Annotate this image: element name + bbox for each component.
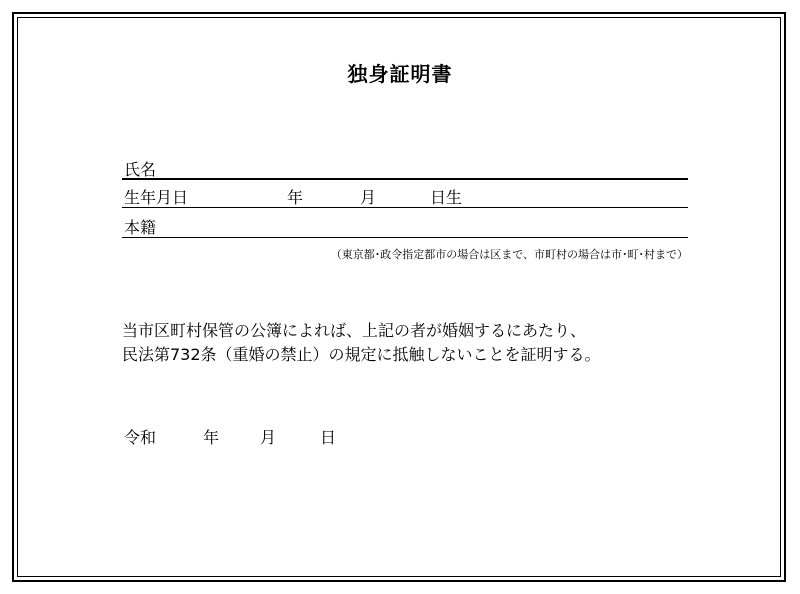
issue-year-label: 年 bbox=[203, 428, 220, 447]
domicile-row bbox=[122, 212, 688, 238]
document-title: 独身証明書 bbox=[347, 62, 453, 86]
birthdate-day-label: 日生 bbox=[430, 188, 463, 207]
domicile-note: （東京都･政令指定都市の場合は区まで、市町村の場合は市･町･村まで） bbox=[330, 248, 688, 261]
issue-era: 令和 bbox=[124, 428, 157, 447]
birthdate-month-label: 月 bbox=[360, 188, 377, 207]
issue-day-label: 日 bbox=[320, 428, 337, 447]
certification-line-1: 当市区町村保管の公簿によれば、上記の者が婚姻するにあたり、 bbox=[122, 321, 587, 340]
birthdate-label: 生年月日 bbox=[124, 188, 189, 207]
issue-month-label: 月 bbox=[260, 428, 277, 447]
birthdate-row bbox=[122, 182, 688, 208]
birthdate-year-label: 年 bbox=[287, 188, 304, 207]
inner-border bbox=[17, 17, 781, 577]
name-row bbox=[122, 154, 688, 180]
name-label: 氏名 bbox=[124, 160, 157, 179]
certification-line-2: 民法第732条（重婚の禁止）の規定に抵触しないことを証明する。 bbox=[122, 345, 601, 364]
domicile-label: 本籍 bbox=[124, 218, 157, 237]
certification-text bbox=[122, 319, 601, 367]
